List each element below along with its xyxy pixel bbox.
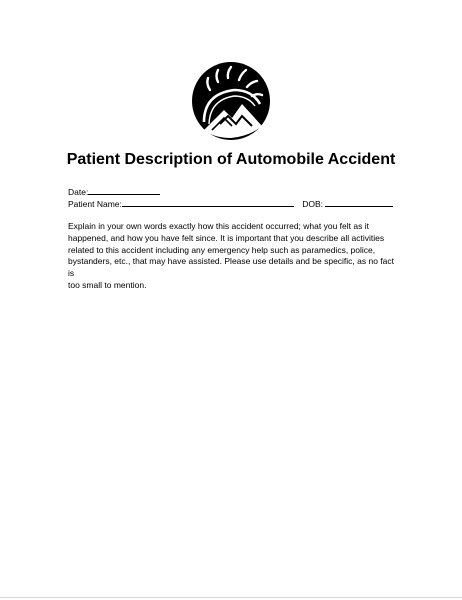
instructions-paragraph: Explain in your own words exactly how this accident occurred; what you felt as it happened, and how you have felt since. It is important that you describe all activities related to this accident including any emergency help such as paramedics, police, bystanders, etc., that may have assisted. Please use details and be specific, as no fact is too small to mention. [68, 221, 395, 290]
patient-name-label: Patient Name: [68, 199, 122, 209]
patient-name-field-line [68, 197, 393, 210]
date-blank[interactable] [88, 185, 160, 195]
patient-name-blank[interactable] [122, 197, 294, 207]
dob-label: DOB: [302, 199, 324, 209]
sun-mountain-logo-icon [190, 60, 272, 142]
document-title: Patient Description of Automobile Accident [66, 151, 396, 168]
dob-blank[interactable] [325, 197, 393, 207]
date-label: Date: [68, 187, 89, 197]
page-bottom-edge [0, 597, 462, 598]
